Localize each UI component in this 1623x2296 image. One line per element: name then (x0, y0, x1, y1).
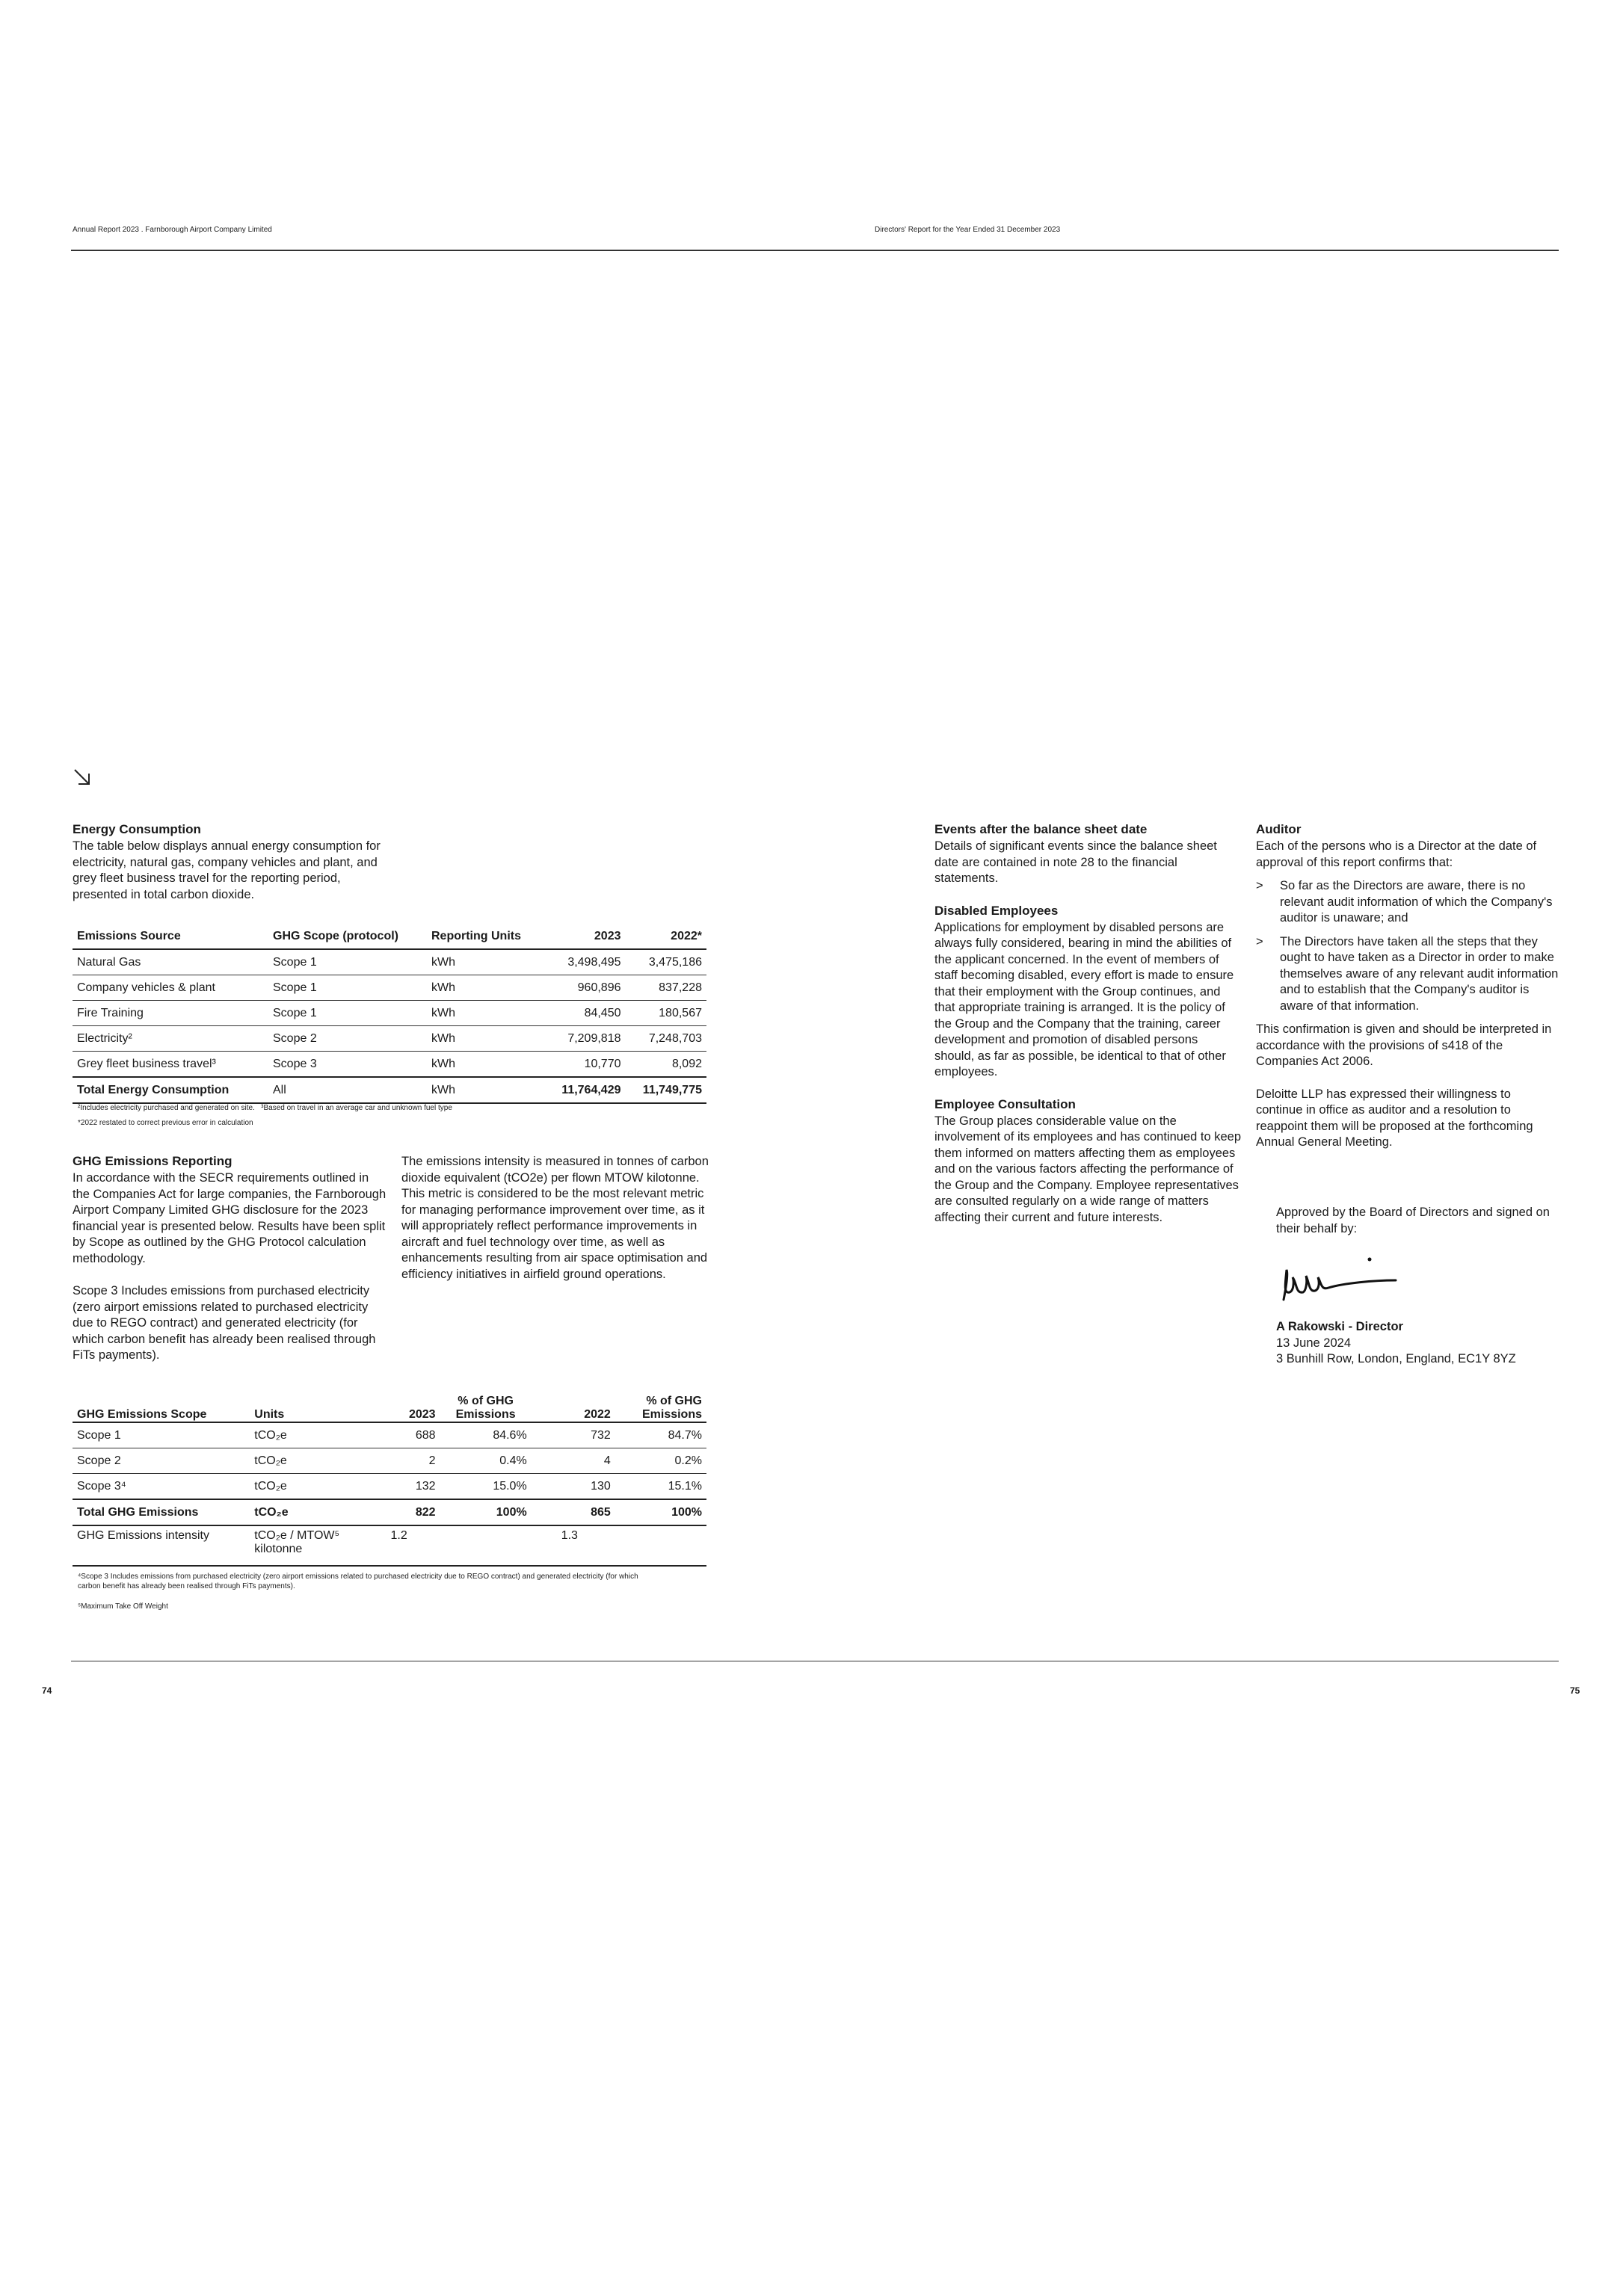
table-row (73, 975, 706, 1001)
cell: 7,248,703 (626, 1026, 707, 1052)
consultation-text: The Group places considerable value on the involvement of its employees and has continued to keep them informed on matters affecting them as employees and on the various factors affecting the performance of the Group and the Company. Employee representatives are consulted regularly on a wide range of matters affecting their current and future interests. (934, 1114, 1242, 1224)
cell: Fire Training (73, 1001, 268, 1026)
cell: 180,567 (626, 1001, 707, 1026)
col-2023: 2023 (544, 924, 625, 949)
cell: 10,770 (544, 1052, 625, 1078)
auditor-bullets (1256, 878, 1559, 1014)
ghg-section-left (73, 1154, 388, 1364)
col-pct-2023: % of GHG Emissions (440, 1384, 532, 1422)
cell: tCO₂e (250, 1499, 386, 1525)
col-ghg-scope: GHG Scope (protocol) (268, 924, 427, 949)
energy-section (73, 822, 394, 903)
col-2022: 2022* (626, 924, 707, 949)
cell: 130 (532, 1474, 615, 1500)
cell: All (268, 1077, 427, 1103)
cell: tCO₂e (250, 1474, 386, 1500)
cell: Electricity² (73, 1026, 268, 1052)
signature-icon (1276, 1247, 1441, 1315)
right-column-2 (1256, 822, 1559, 1151)
ghg-table (73, 1384, 706, 1567)
cell: 132 (386, 1474, 440, 1500)
cell: 84.6% (440, 1422, 532, 1448)
cell: Scope 2 (73, 1448, 250, 1474)
table-row (73, 949, 706, 975)
cell: GHG Emissions intensity (73, 1525, 250, 1566)
cell: 15.0% (440, 1474, 532, 1500)
cell: Grey fleet business travel³ (73, 1052, 268, 1078)
cell: kWh (427, 1077, 544, 1103)
cell: 15.1% (615, 1474, 706, 1500)
cell: kWh (427, 1052, 544, 1078)
cell: Natural Gas (73, 949, 268, 975)
cell: 11,749,775 (626, 1077, 707, 1103)
cell: 11,764,429 (544, 1077, 625, 1103)
energy-footnote-1b: ³Based on travel in an average car and unknown fuel type (261, 1104, 452, 1112)
cell: 1.2 (386, 1525, 440, 1566)
header-left: Annual Report 2023 . Farnborough Airport Company Limited (73, 226, 272, 234)
cell: Total GHG Emissions (73, 1499, 250, 1525)
ghg-heading: GHG Emissions Reporting (73, 1154, 232, 1168)
ghg-section-right (401, 1154, 709, 1283)
bullet-marker: > (1256, 934, 1263, 948)
table-row (73, 1026, 706, 1052)
cell: 822 (386, 1499, 440, 1525)
cell: 732 (532, 1422, 615, 1448)
cell: kWh (427, 975, 544, 1001)
ghg-footnote-2: ⁵Maximum Take Off Weight (78, 1602, 168, 1611)
auditor-para-2: This confirmation is given and should be interpreted in accordance with the provisions of s418 of the Companies Act 2006. (1256, 1022, 1552, 1068)
col-reporting-units: Reporting Units (427, 924, 544, 949)
disabled-heading: Disabled Employees (934, 903, 1059, 918)
cell: 1.3 (532, 1525, 615, 1566)
table-total-row (73, 1499, 706, 1525)
cell: 3,498,495 (544, 949, 625, 975)
header-rule (71, 250, 1559, 251)
signer-name: A Rakowski - Director (1276, 1320, 1403, 1333)
energy-intro: The table below displays annual energy consumption for electricity, natural gas, company vehicles and plant, and grey fleet business travel for the reporting period, presented in total carbon dioxide. (73, 839, 381, 901)
cell: tCO₂e / MTOW⁵ kilotonne (250, 1525, 386, 1566)
table-row (73, 1422, 706, 1448)
right-column-1 (934, 822, 1241, 1226)
events-text: Details of significant events since the balance sheet date are contained in note 28 to the financial statements. (934, 839, 1217, 885)
bullet-marker: > (1256, 879, 1263, 892)
cell: 7,209,818 (544, 1026, 625, 1052)
col-emissions-source: Emissions Source (73, 924, 268, 949)
table-total-row (73, 1077, 706, 1103)
cell: 84.7% (615, 1422, 706, 1448)
cell: Total Energy Consumption (73, 1077, 268, 1103)
ghg-para-2: Scope 3 Includes emissions from purchased electricity (zero airport emissions related to purchased electricity due to REGO contract) and generated electricity (for which carbon benefit has already been realised through FiTs payments). (73, 1284, 376, 1362)
cell: 0.4% (440, 1448, 532, 1474)
table-header-row (73, 1384, 706, 1422)
energy-footnote-2: *2022 restated to correct previous error in calculation (78, 1119, 253, 1127)
cell (440, 1525, 532, 1566)
auditor-heading: Auditor (1256, 822, 1302, 836)
cell: 84,450 (544, 1001, 625, 1026)
header-right: Directors' Report for the Year Ended 31 December 2023 (875, 226, 1061, 234)
cell: Scope 1 (268, 975, 427, 1001)
list-item: > The Directors have taken all the steps that they ought to have taken as a Director in order to make themselves aware of any relevant audit information and to establish that the Company's auditor is aware of that information. (1256, 934, 1559, 1013)
auditor-intro: Each of the persons who is a Director at the date of approval of this report confirms that: (1256, 839, 1537, 869)
cell (615, 1525, 706, 1566)
table-header-row (73, 924, 706, 949)
events-heading: Events after the balance sheet date (934, 822, 1148, 836)
energy-footnote-1a: ²Includes electricity purchased and generated on site. (78, 1104, 255, 1112)
col-ghg-scope: GHG Emissions Scope (73, 1384, 250, 1422)
cell: Scope 1 (268, 949, 427, 975)
page-number-left: 74 (42, 1685, 52, 1696)
approval-address: 3 Bunhill Row, London, England, EC1Y 8YZ (1276, 1352, 1516, 1365)
cell: 2 (386, 1448, 440, 1474)
cell: kWh (427, 1026, 544, 1052)
cell: Scope 1 (73, 1422, 250, 1448)
ghg-para-3: The emissions intensity is measured in tonnes of carbon dioxide equivalent (tCO2e) per flown MTOW kilotonne. This metric is considered to be the most relevant metric for managing performance improvement over time, as it will appropriately reflect performance improvements in aircraft and fuel technology over time, as well as enhancements resulting from air space optimisation and efficiency initiatives in airfield ground operations. (401, 1155, 709, 1281)
cell: 4 (532, 1448, 615, 1474)
col-2023: 2023 (386, 1384, 440, 1422)
cell: Scope 3 (268, 1052, 427, 1078)
col-2022: 2022 (532, 1384, 615, 1422)
auditor-para-3: Deloitte LLP has expressed their willingness to continue in office as auditor and a resolution to reappoint them will be proposed at the forthcoming Annual General Meeting. (1256, 1087, 1533, 1149)
cell: 865 (532, 1499, 615, 1525)
consultation-heading: Employee Consultation (934, 1096, 1076, 1111)
disabled-text: Applications for employment by disabled persons are always fully considered, bearing in mind the abilities of the applicant concerned. In the event of members of staff becoming disabled, every effort is made to ensure that their employment with the Group continues, and that appropriate training is arranged. It is the policy of the Group and the Company that the training, career development and promotion of disabled persons should, as far as possible, be identical to that of other employees. (934, 920, 1234, 1078)
col-units: Units (250, 1384, 386, 1422)
ghg-footnote-1: ⁴Scope 3 Includes emissions from purchased electricity (zero airport emissions related to purchased electricity due to REGO contract) and generated electricity (for which carbon benefit has already been realised through FiTs payments). (78, 1573, 638, 1590)
cell: 960,896 (544, 975, 625, 1001)
cell: Scope 2 (268, 1026, 427, 1052)
cell: tCO₂e (250, 1448, 386, 1474)
ghg-para-1: In accordance with the SECR requirements outlined in the Companies Act for large companies, the Farnborough Airport Company Limited GHG disclosure for the 2023 financial year is presented below. Results have been split by Scope as outlined by the GHG Protocol calculation methodology. (73, 1171, 386, 1265)
cell: 100% (440, 1499, 532, 1525)
table-row (73, 1525, 706, 1566)
approval-date: 13 June 2024 (1276, 1336, 1352, 1350)
energy-table (73, 924, 706, 1104)
cell: 0.2% (615, 1448, 706, 1474)
col-pct-2022: % of GHG Emissions (615, 1384, 706, 1422)
approval-block (1276, 1205, 1568, 1368)
table-row (73, 1001, 706, 1026)
cell: 688 (386, 1422, 440, 1448)
cell: kWh (427, 1001, 544, 1026)
cell: Scope 1 (268, 1001, 427, 1026)
energy-footnotes (78, 1103, 706, 1128)
cell: 8,092 (626, 1052, 707, 1078)
cell: 3,475,186 (626, 949, 707, 975)
list-item: > So far as the Directors are aware, there is no relevant audit information of which the Company's auditor is unaware; and (1256, 879, 1553, 925)
approval-text: Approved by the Board of Directors and signed on their behalf by: (1276, 1206, 1550, 1235)
page-number-right: 75 (1570, 1685, 1580, 1696)
cell: Company vehicles & plant (73, 975, 268, 1001)
table-row (73, 1448, 706, 1474)
cell: 837,228 (626, 975, 707, 1001)
cell: 100% (615, 1499, 706, 1525)
table-row (73, 1052, 706, 1078)
ghg-footnotes (78, 1572, 638, 1611)
table-row (73, 1474, 706, 1500)
cell: Scope 3⁴ (73, 1474, 250, 1500)
energy-heading: Energy Consumption (73, 822, 201, 836)
south-east-arrow-icon (73, 768, 92, 787)
cell: tCO₂e (250, 1422, 386, 1448)
cell: kWh (427, 949, 544, 975)
